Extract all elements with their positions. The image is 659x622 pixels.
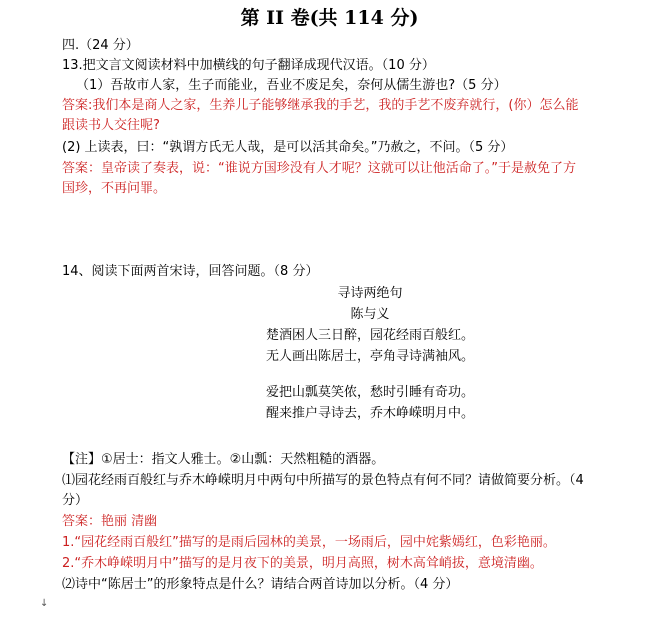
question-14-answer-label: 答案：艳丽 清幽 bbox=[62, 514, 158, 529]
question-13-item-2: (2) 上读表，曰：“孰谓方氏无人哉，是可以活其命矣。”乃赦之，不问。（5 分） bbox=[62, 140, 514, 155]
page-title: 第 II 卷(共 114 分) bbox=[240, 7, 419, 29]
question-13-answer-2-line-1: 答案：皇帝读了奏表，说：“谁说方国珍没有人才呢？这就可以让他活命了。”于是赦免了方 bbox=[62, 161, 576, 176]
poem-line: 无人画出陈居士，亭角寻诗满袖风。 bbox=[265, 349, 474, 364]
poem-author: 陈与义 bbox=[350, 307, 390, 322]
question-14-prompt: 14、阅读下面两首宋诗，回答问题。（8 分） bbox=[62, 264, 319, 279]
section-heading: 四.（24 分） bbox=[62, 38, 139, 53]
question-13-answer-2-line-2: 国珍，不再问罪。 bbox=[62, 181, 167, 196]
poem-note: 【注】①居士：指文人雅士。②山瓢：天然粗糙的酒器。 bbox=[62, 452, 385, 467]
question-13-item-1: （1）吾故市人家，生子而能业，吾业不废足矣，奈何从儒生游也?（5 分） bbox=[76, 78, 507, 93]
question-13-answer-1-line-2: 跟读书人交往呢? bbox=[62, 118, 160, 133]
question-14-sub-1-line-1: ⑴园花经雨百般红与乔木峥嵘明月中两句中所描写的景色特点有何不同？请做简要分析。（4 bbox=[62, 473, 584, 488]
poem-line: 楚酒困人三日醉，园花经雨百般红。 bbox=[265, 328, 474, 343]
poem-line: 爱把山瓢莫笑侬，愁时引睡有奇功。 bbox=[265, 385, 474, 400]
question-13-prompt: 13.把文言文阅读材料中加横线的句子翻译成现代汉语。（10 分） bbox=[62, 58, 435, 73]
question-14-answer-point-1: 1.“园花经雨百般红”描写的是雨后园林的美景，一场雨后，园中姹紫嫣红，色彩艳丽。 bbox=[62, 535, 556, 550]
question-14-answer-point-2: 2.“乔木峥嵘明月中”描写的是月夜下的美景，明月高照，树木高耸峭拔，意境清幽。 bbox=[62, 556, 543, 571]
poem-line: 醒来推户寻诗去，乔木峥嵘明月中。 bbox=[265, 406, 474, 421]
question-14-sub-1-line-2: 分） bbox=[62, 493, 89, 508]
question-14-sub-2: ⑵诗中“陈居士”的形象特点是什么？请结合两首诗加以分析。（4 分） bbox=[62, 577, 459, 592]
paragraph-mark: ↓ bbox=[40, 598, 49, 609]
poem-title: 寻诗两绝句 bbox=[337, 286, 403, 301]
question-13-answer-1-line-1: 答案:我们本是商人之家，生养儿子能够继承我的手艺，我的手艺不废弃就行，(你）怎么能 bbox=[62, 98, 579, 113]
